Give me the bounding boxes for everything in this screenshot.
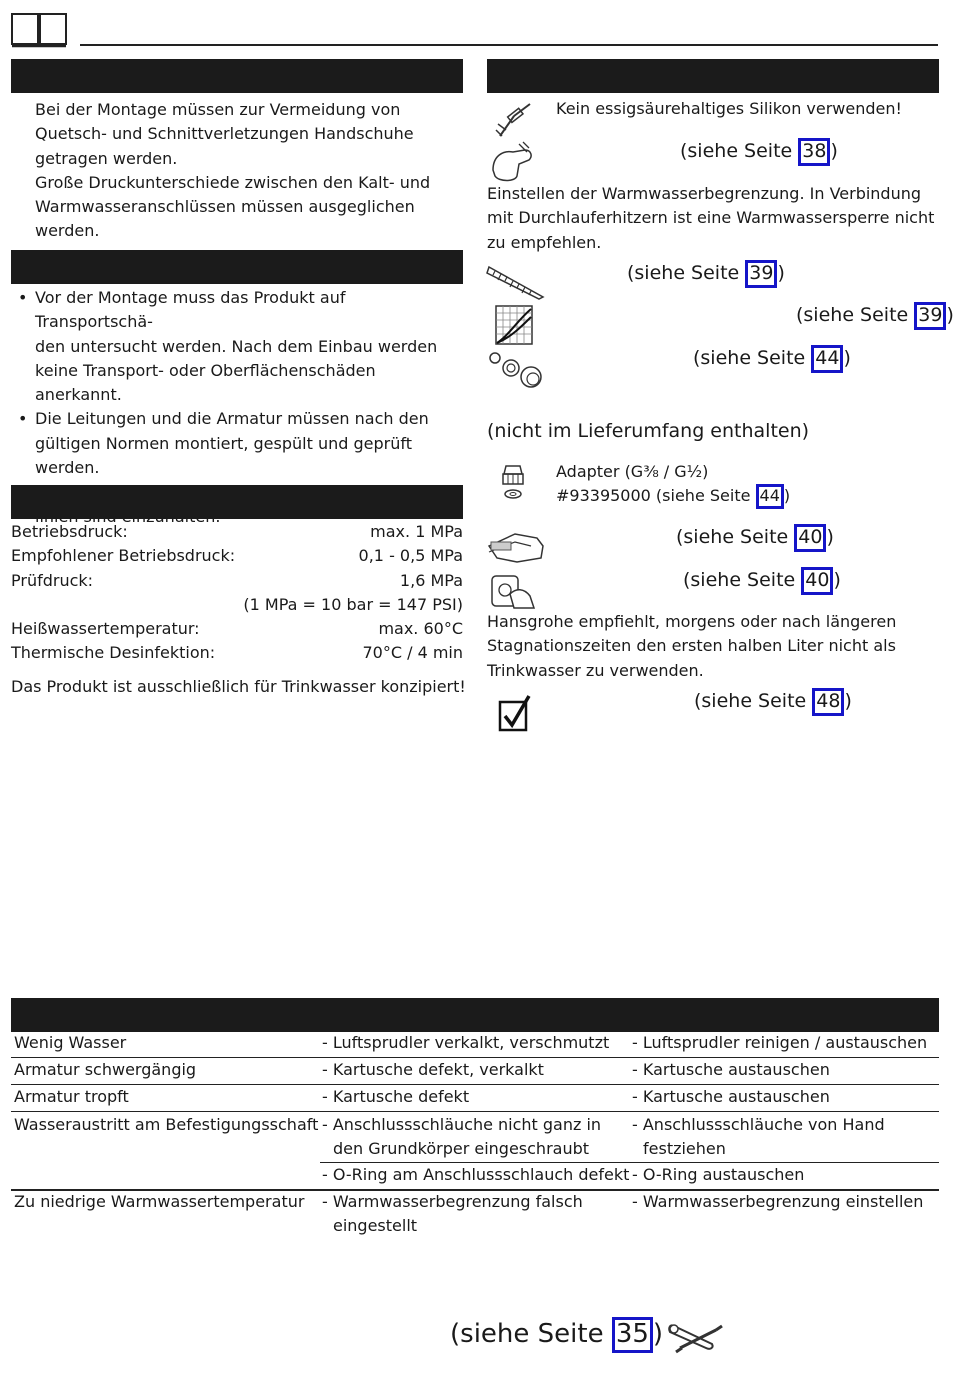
problem-cell xyxy=(14,1190,304,1214)
bullet: • xyxy=(18,409,28,429)
page-number-link[interactable]: 48 xyxy=(812,688,844,716)
adapter-name: Adapter (G⅜ / G½) xyxy=(556,462,709,481)
spec-row xyxy=(11,617,463,641)
page-number-link[interactable]: 40 xyxy=(801,567,833,595)
ref-link[interactable] xyxy=(796,302,954,330)
ref-suffix: ) xyxy=(946,304,954,326)
text-line: mit Durchlauferhitzern ist eine Warmwassersperre nicht xyxy=(487,208,935,228)
spec-value: 1,6 MPa xyxy=(399,570,463,590)
text-line: zu empfehlen. xyxy=(487,232,602,252)
safety-line: Warmwasseranschlüssen müssen ausgeglichen xyxy=(35,197,415,217)
spec-row xyxy=(11,544,463,568)
safety-line: Große Druckunterschiede zwischen den Kalt- und xyxy=(35,172,431,192)
cell-line: - Kartusche austauschen xyxy=(632,1087,830,1106)
spec-label: Thermische Desinfektion: xyxy=(11,643,216,663)
row-divider xyxy=(11,1111,939,1112)
ref-prefix: (siehe Seite xyxy=(694,690,813,712)
spec-row xyxy=(11,520,463,544)
remedy-cell xyxy=(632,1085,830,1109)
ref-prefix: (siehe Seite xyxy=(676,526,795,548)
ref-prefix: (siehe Seite xyxy=(680,140,799,162)
cell-line: - Warmwasserbegrenzung einstellen xyxy=(632,1192,924,1211)
cell-line: - Anschlussschläuche von Hand xyxy=(632,1115,885,1134)
spec-label: Betriebsdruck: xyxy=(11,522,128,541)
page-number-link[interactable]: 35 xyxy=(612,1317,653,1353)
adapter-article-number: #93395000 (siehe Seite xyxy=(556,486,756,506)
remedy-cell xyxy=(632,1058,830,1082)
spec-value: (1 MPa = 10 bar = 147 PSI) xyxy=(243,594,463,614)
bullet: • xyxy=(18,288,28,307)
ref-link[interactable] xyxy=(627,260,785,288)
cell-line: Wasseraustritt am Befestigungsschaft xyxy=(14,1115,319,1134)
cell-line: Armatur schwergängig xyxy=(14,1060,197,1079)
problem-cell xyxy=(14,1031,126,1055)
adapter-icon xyxy=(500,462,526,502)
ref-suffix: ) xyxy=(833,569,841,591)
cause-cell xyxy=(322,1163,629,1187)
remedy-cell xyxy=(632,1031,927,1055)
ref-link[interactable] xyxy=(450,1317,663,1353)
ref-suffix: ) xyxy=(843,347,851,369)
spec-row xyxy=(11,641,463,665)
cause-cell xyxy=(322,1058,544,1082)
not-included-heading: (nicht im Lieferumfang enthalten) xyxy=(487,420,810,442)
section-bar-right xyxy=(487,59,939,93)
gloves-icon xyxy=(489,140,537,184)
list-item-line: Vor der Montage muss das Produkt auf Transportschä- xyxy=(35,288,346,332)
page-number-link[interactable]: 38 xyxy=(798,138,830,166)
cause-cell xyxy=(322,1190,583,1238)
text-line: Trinkwasser zu verwenden. xyxy=(487,660,704,680)
cell-line: festziehen xyxy=(643,1139,726,1158)
page-number-link[interactable]: 44 xyxy=(756,484,784,508)
cell-line: - Kartusche defekt, verkalkt xyxy=(322,1060,544,1079)
spec-label: Heißwassertemperatur: xyxy=(11,619,200,639)
ref-suffix: ) xyxy=(844,690,852,712)
remedy-cell xyxy=(632,1163,804,1187)
cell-line: Zu niedrige Warmwassertemperatur xyxy=(14,1192,305,1211)
ref-prefix: (siehe Seite xyxy=(683,569,802,591)
ruler-icon xyxy=(487,265,545,301)
ref-prefix: (siehe Seite xyxy=(796,304,915,326)
page-number-link[interactable]: 39 xyxy=(745,260,777,288)
page-number-link[interactable]: 40 xyxy=(794,524,826,552)
cell-line: - Warmwasserbegrenzung falsch xyxy=(322,1192,583,1211)
list-item-line: Die Leitungen und die Armatur müssen nach den xyxy=(35,409,429,429)
checkbox-icon xyxy=(498,694,532,732)
list-item-line: den untersucht werden. Nach dem Einbau werden xyxy=(35,336,438,356)
book-icon xyxy=(10,10,68,48)
wrench-screwdriver-icon xyxy=(666,1318,724,1358)
spec-value: max. 60°C xyxy=(378,619,463,639)
cell-line: - O-Ring austauschen xyxy=(632,1165,805,1184)
hansgrohe-recommendation xyxy=(487,610,942,683)
flow-diagram-icon xyxy=(495,305,533,345)
list-item xyxy=(0,407,465,480)
section-bar-troubleshooting xyxy=(11,998,939,1032)
remedy-cell xyxy=(632,1113,885,1161)
section-bar-safety xyxy=(11,59,463,93)
safety-line: werden. xyxy=(35,221,100,241)
cell-line: - Luftsprudler verkalkt, verschmutzt xyxy=(322,1033,610,1052)
section-bar-technical xyxy=(11,485,463,519)
drinking-water-note: Das Produkt ist ausschließlich für Trinkwasser konzipiert! xyxy=(11,677,466,696)
spec-row xyxy=(11,593,463,617)
cleaning-hand-icon xyxy=(487,524,545,564)
ref-link[interactable] xyxy=(693,345,851,373)
safety-text xyxy=(35,98,460,244)
safety-line: getragen werden. xyxy=(35,148,178,168)
cell-line: - Luftsprudler reinigen / austauschen xyxy=(632,1033,928,1052)
ref-link[interactable] xyxy=(694,688,852,716)
spec-value: max. 1 MPa xyxy=(370,522,463,541)
ref-suffix: ) xyxy=(652,1319,664,1349)
spec-value: 0,1 - 0,5 MPa xyxy=(358,546,463,566)
cell-line: - O-Ring am Anschlussschlauch defekt xyxy=(322,1165,630,1184)
problem-cell xyxy=(14,1085,129,1109)
text-line: Hansgrohe empfiehlt, morgens oder nach längeren xyxy=(487,612,897,631)
warm-water-text xyxy=(487,182,942,255)
cell-line: eingestellt xyxy=(333,1216,418,1235)
spec-label: Empfohlener Betriebsdruck: xyxy=(11,546,236,566)
cause-cell xyxy=(322,1113,601,1161)
ref-suffix: ) xyxy=(830,140,838,162)
silicone-warning: Kein essigsäurehaltiges Silikon verwenden! xyxy=(556,99,902,118)
remedy-cell xyxy=(632,1190,923,1214)
silicone-gun-icon xyxy=(492,100,536,140)
text-line: Einstellen der Warmwasserbegrenzung. In Verbindung xyxy=(487,184,922,203)
problem-cell xyxy=(14,1058,196,1082)
technical-data xyxy=(11,520,463,666)
page-number-link[interactable]: 39 xyxy=(914,302,946,330)
ref-prefix: (siehe Seite xyxy=(627,262,746,284)
safety-line: Quetsch- und Schnittverletzungen Handschuhe xyxy=(35,124,414,144)
ref-prefix: (siehe Seite xyxy=(450,1319,612,1349)
cell-line: - Kartusche defekt xyxy=(322,1087,470,1106)
ref-link[interactable] xyxy=(676,524,834,552)
cell-line: den Grundkörper eingeschraubt xyxy=(333,1139,590,1158)
ref-suffix: ) xyxy=(826,526,834,548)
adapter-text xyxy=(556,460,790,509)
ref-suffix: ) xyxy=(783,486,791,506)
ref-suffix: ) xyxy=(777,262,785,284)
cell-line: - Anschlussschläuche nicht ganz in xyxy=(322,1115,602,1134)
safety-line: Bei der Montage müssen zur Vermeidung von xyxy=(35,100,401,119)
list-item-line: werden. xyxy=(35,458,100,478)
parts-icon xyxy=(487,350,547,390)
section-bar-installation xyxy=(11,250,463,284)
spec-label: Prüfdruck: xyxy=(11,570,94,590)
spec-value: 70°C / 4 min xyxy=(362,643,463,663)
cell-line: - Kartusche austauschen xyxy=(632,1060,830,1079)
ref-link[interactable] xyxy=(680,138,838,166)
button-press-icon xyxy=(490,570,538,610)
problem-cell xyxy=(14,1113,318,1137)
text-line: Stagnationszeiten den ersten halben Liter nicht als xyxy=(487,636,896,656)
page-number-link[interactable]: 44 xyxy=(811,345,843,373)
cell-line: Wenig Wasser xyxy=(14,1033,127,1052)
cell-line: Armatur tropft xyxy=(14,1087,129,1106)
header-rule xyxy=(80,44,938,46)
ref-prefix: (siehe Seite xyxy=(693,347,812,369)
ref-link[interactable] xyxy=(683,567,841,595)
spec-row xyxy=(11,569,463,593)
list-item-line: keine Transport- oder Oberflächenschäden anerkannt. xyxy=(35,360,376,405)
adapter-article xyxy=(556,484,790,508)
cause-cell xyxy=(322,1031,609,1055)
list-item xyxy=(0,286,465,407)
cause-cell xyxy=(322,1085,469,1109)
list-item-line: gültigen Normen montiert, gespült und geprüft xyxy=(35,433,412,453)
